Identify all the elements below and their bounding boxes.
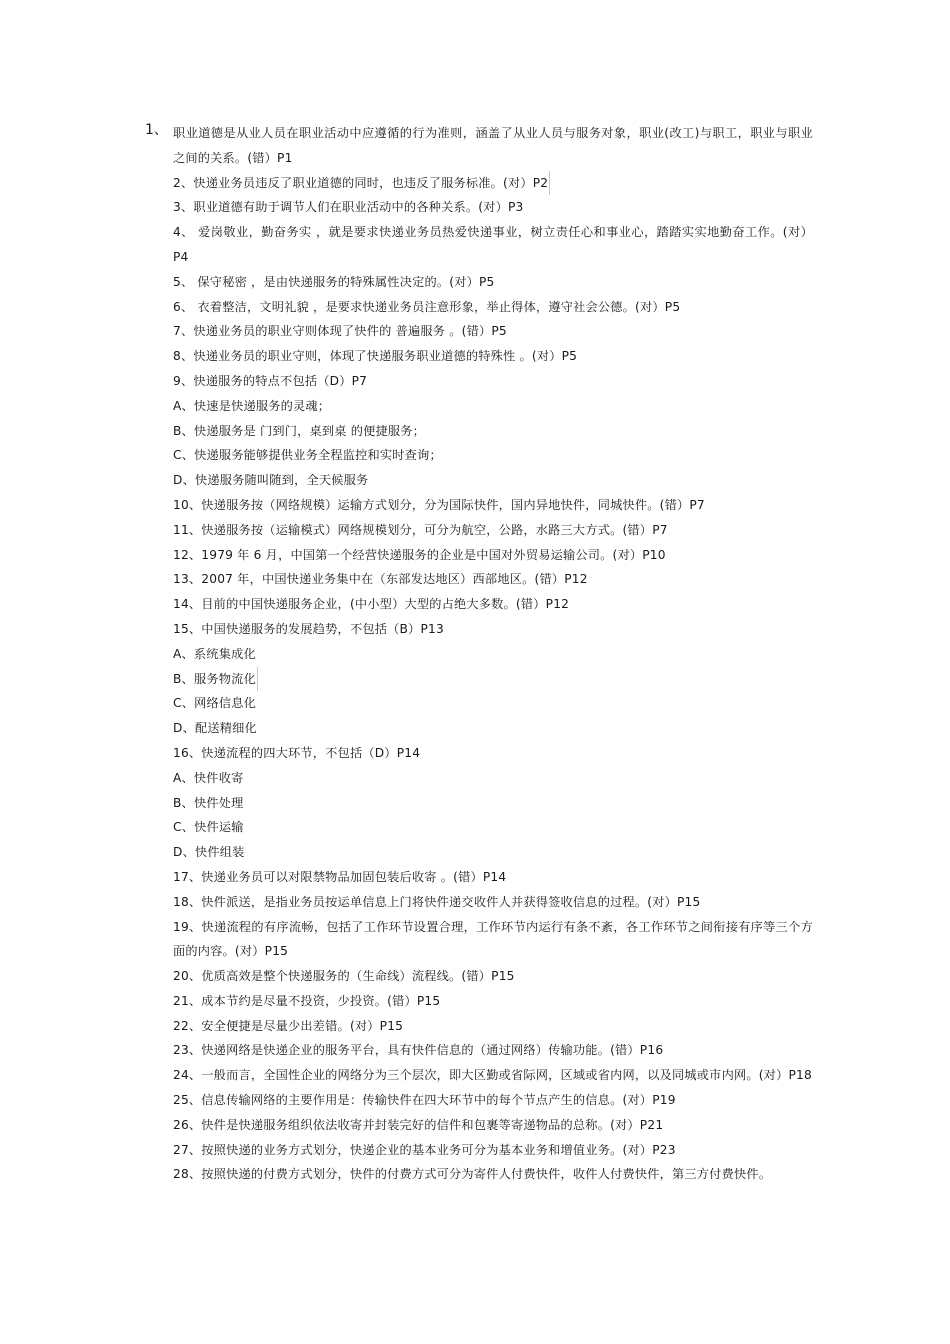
- list-item: [173, 171, 813, 196]
- list-item: D、配送精细化: [173, 721, 257, 736]
- list-item: 18、快件派送，是指业务员按运单信息上门将快件递交收件人并获得签收信息的过程。(对）P15: [173, 894, 701, 909]
- list-item: 5、 保守秘密 ，是由快递服务的特殊属性决定的。(对）P5: [173, 274, 495, 289]
- list-item: 15、中国快递服务的发展趋势，不包括（B）P13: [173, 621, 444, 636]
- list-item: A、快速是快递服务的灵魂；: [173, 398, 331, 413]
- list-item: 16、快递流程的四大环节，不包括（D）P14: [173, 745, 421, 760]
- list-item: 10、快递服务按（网络规模）运输方式划分，分为国际快件，国内异地快件，同城快件。(错）P7: [173, 497, 705, 512]
- list-item: C、快件运输: [173, 820, 244, 835]
- list-item: 27、按照快递的业务方式划分，快递企业的基本业务可分为基本业务和增值业务。(对）P23: [173, 1142, 676, 1157]
- list-item: 12、1979 年 6 月，中国第一个经营快递服务的企业是中国对外贸易运输公司。(对）P10: [173, 547, 666, 562]
- list-item: 8、快递业务员的职业守则，体现了快递服务职业道德的特殊性 。(对）P5: [173, 349, 578, 364]
- list-item: D、快递服务随叫随到，全天候服务: [173, 473, 369, 488]
- list-item: 25、信息传输网络的主要作用是：传输快件在四大环节中的每个节点产生的信息。(对）P19: [173, 1093, 676, 1108]
- list-item: 22、安全便捷是尽量少出差错。(对）P15: [173, 1018, 404, 1033]
- list-item: 13、2007 年，中国快递业务集中在（东部发达地区）西部地区。(错）P12: [173, 572, 588, 587]
- list-item: 9、快递服务的特点不包括（D）P7: [173, 373, 368, 388]
- list-item: C、快递服务能够提供业务全程监控和实时查询；: [173, 448, 442, 463]
- list-item-text: 2、快递业务员违反了职业道德的同时，也违反了服务标准。(对）P2: [173, 171, 550, 196]
- list-number-first: 1、: [145, 122, 168, 138]
- list-item: C、网络信息化: [173, 696, 257, 711]
- list-item: A、快件收寄: [173, 770, 244, 785]
- list-item: 4、 爱岗敬业，勤奋务实 ，就是要求快递业务员热爱快递事业，树立责任心和事业心，踏踏实实地勤奋工作。(对）P4: [173, 225, 813, 264]
- list-item: 21、成本节约是尽量不投资，少投资。(错）P15: [173, 993, 441, 1008]
- list-item: 14、目前的中国快递服务企业，(中小型）大型的占绝大多数。(错）P12: [173, 597, 570, 612]
- list-item: 6、 衣着整洁，文明礼貌 ，是要求快递业务员注意形象，举止得体，遵守社会公德。(对）P5: [173, 299, 681, 314]
- list-item: B、快递服务是 门到门，桌到桌 的便捷服务；: [173, 423, 426, 438]
- list-item: 26、快件是快递服务组织依法收寄并封装完好的信件和包裹等寄递物品的总称。(对）P21: [173, 1117, 664, 1132]
- list-item: 职业道德是从业人员在职业活动中应遵循的行为准则，涵盖了从业人员与服务对象，职业(改工)与职工，职业与职业之间的关系。(错）P1: [173, 126, 813, 165]
- list-item: D、快件组装: [173, 845, 245, 860]
- list-item: 28、按照快递的付费方式划分，快件的付费方式可分为寄件人付费快件，收件人付费快件，第三方付费快件。: [173, 1167, 772, 1182]
- list-item: 23、快递网络是快递企业的服务平台，具有快件信息的（通过网络）传输功能。(错）P16: [173, 1043, 664, 1058]
- list-item: 11、快递服务按（运输模式）网络规模划分，可分为航空，公路，水路三大方式。(错）P7: [173, 522, 668, 537]
- list-item: 19、快递流程的有序流畅，包括了工作环节设置合理，工作环节内运行有条不紊，各工作环节之间衔接有序等三个方面的内容。(对）P15: [173, 919, 813, 959]
- list-item: A、系统集成化: [173, 646, 256, 661]
- question-list: [173, 121, 813, 1187]
- list-item: B、快件处理: [173, 795, 244, 810]
- list-item: 3、职业道德有助于调节人们在职业活动中的各种关系。(对）P3: [173, 200, 524, 215]
- list-item: 20、优质高效是整个快递服务的（生命线）流程线。(错）P15: [173, 969, 515, 984]
- list-item: 7、快递业务员的职业守则体现了快件的 普遍服务 。(错）P5: [173, 324, 507, 339]
- list-item: [173, 667, 813, 692]
- list-item: 24、一般而言，全国性企业的网络分为三个层次，即大区勤或省际网，区域或省内网，以及同城或市内网。(对）P18: [173, 1068, 812, 1083]
- list-item: 17、快递业务员可以对限禁物品加固包装后收寄 。(错）P14: [173, 869, 507, 884]
- list-item-text: B、服务物流化: [173, 667, 258, 692]
